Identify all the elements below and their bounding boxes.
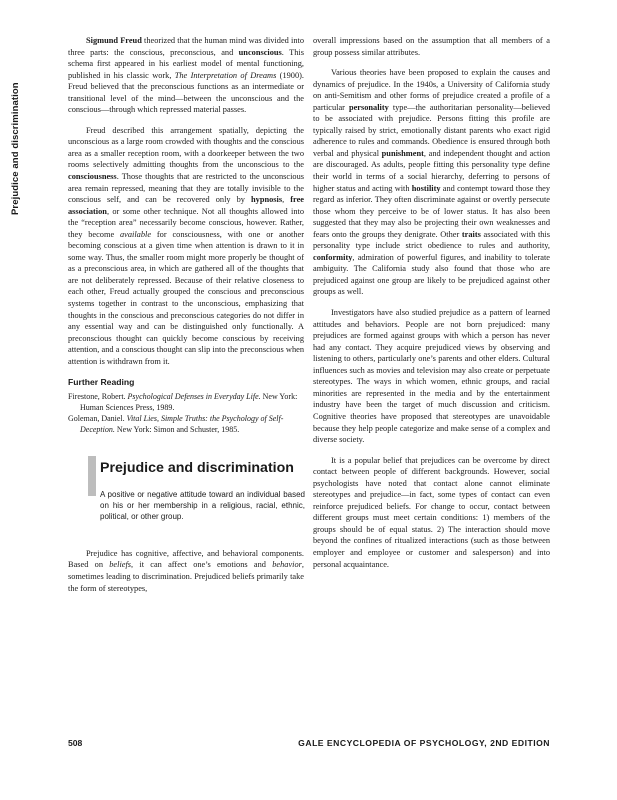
entry-definition: A positive or negative attitude toward an individual based on his or her membership in a religious, racial, ethnic, political, or other group. [100,489,305,521]
term-consciousness[interactable]: consciousness [68,172,117,182]
publication-name: GALE ENCYCLOPEDIA OF PSYCHOLOGY, 2ND EDITION [298,738,550,748]
term-beliefs[interactable]: beliefs [109,560,132,570]
prejudice-paragraph-1: Prejudice has cognitive, affective, and behavioral components. Based on beliefs, it can affect one’s emotions and behavior, sometimes leading to discrimination. Prejudiced beliefs primarily take the form of stereotypes, [68,548,304,593]
entry-title: Prejudice and discrimination [100,459,294,476]
running-head: Prejudice and discrimination [10,82,21,215]
freud-paragraph-1: Sigmund Freud theorized that the human mind was divided into three parts: the conscious, preconscious, and unconscious. This schema first appeared in his earliest model of mental functioning, published in his classic work, The Interpretation of Dreams (1900). Freud believed that the preconscious functions as an intermediate or transitional level of the mind—between the unconscious and the conscious—through which repressed material passes. [68,36,304,115]
further-reading-heading: Further Reading [68,377,135,388]
contact-paragraph: It is a popular belief that prejudices can be overcome by direct contact between people of different backgrounds. However, social psychologists have noted that contact alone cannot eliminate stereotypes and prejudice—in fact, some types of contact can even reinforce prejudiced beliefs. For change to occur, contact between different groups must meet certain conditions: 1) members of the groups should be of equal status. 2) The interaction should move beyond the confines of ritualized interactions (such as those between employer and employee or customer and salesperson) and into personal acquaintance. [313,455,550,569]
term-personality[interactable]: personality [348,102,389,112]
theories-paragraph: Various theories have been proposed to explain the causes and dynamics of prejudice. In the 1940s, a University of California study on anti-Semitism and other forms of prejudice created a profile of a particular personality type—the authoritarian personality—believed to be associated with prejudice. Persons fitting this profile are typically raised by strict, emotionally distant parents who exact rigid adherence to rules and commands. Obedience is ensured through both verbal and physical punishment, and independent thought and action are discouraged. As adults, people fitting this personality type define their world in terms of a social hierarchy, deferring to persons of higher status and acting with hostility and contempt toward those they regard as inferior. They often discriminate against or overtly persecute those whom they perceive to be of lower status. It has also been suggested that they may also be projecting their own weaknesses and fears onto the groups they denigrate. Other traits associated with this personality type include strict obedience to rules and authority, conformity, admiration of powerful figures, and inability to tolerate ambiguity. The California study also found that those who are prejudiced against one group are likely to be prejudiced against other groups as well. [313,68,550,297]
left-column [68,35,304,594]
term-unconscious[interactable]: unconscious [238,47,282,57]
page-number: 508 [68,738,83,748]
term-punishment[interactable]: punishment [381,148,424,158]
term-conformity[interactable]: conformity [313,252,353,262]
right-column [313,35,550,570]
headword-sigmund-freud: Sigmund Freud [86,36,142,45]
term-hostility[interactable]: hostility [411,183,441,193]
entry-marker-bar [88,456,96,496]
reference-firestone: Firestone, Robert. Psychological Defenses in Everyday Life. New York: Human Sciences Press, 1989. [68,391,298,412]
entry-header [68,456,304,534]
term-hypnosis[interactable]: hypnosis [251,195,283,205]
continued-paragraph: overall impressions based on the assumption that all members of a group possess similar attributes. [313,36,550,57]
term-available: available [119,229,152,239]
learned-attitudes-paragraph: Investigators have also studied prejudice as a pattern of learned attitudes and behaviors. People are not born prejudiced: many prejudices are formed against groups with which a person has never had any contact. They acquire prejudiced views by observing and listening to others, particularly one’s parents and other elders. Cultural influences such as movies and television may also create or perpetuate stereotypes. The ways in which women, ethnic groups, and racial minorities are represented in the media and by the entertainment industry have been the target of much discussion and criticism. Cognitive theories have proposed that stereotypes are unavoidable because they help people categorize and make sense of a complex and diverse society. [313,308,550,445]
freud-paragraph-2: Freud described this arrangement spatially, depicting the unconscious as a large room crowded with thoughts and the conscious area as a smaller reception room, with a doorkeeper between the two rooms selectively admitting thoughts from the unconscious to the consciousness. Those thoughts that are restricted to the unconscious area remain repressed, meaning that they are totally invisible to the conscious self, and can be recovered only by hypnosis, free association, or some other technique. Not all thoughts allowed into the “reception area” necessarily become conscious, however. Rather, they become available for consciousness, with one or another becoming conscious at a given time when attention is drawn to it in some way. Thus, the smaller room might more properly be thought of as a preconscious area, in which are gathered all of the thoughts that are not deliberately repressed. Because of their relative closeness to each other, Freud actually grouped the conscious and preconscious systems together in contrast to the unconscious, emphasizing that thoughts in the conscious and preconscious categories do not differ in any essential way and can be distinguished only functionally. A preconscious thought can quickly become conscious by receiving attention, and a conscious thought can slip into the preconscious when attention is withdrawn from it. [68,125,304,366]
term-traits[interactable]: traits [461,229,481,239]
book-title: The Interpretation of Dreams [174,70,277,80]
term-free-association[interactable]: free association [68,195,304,216]
reference-goleman: Goleman, Daniel. Vital Lies, Simple Truths: the Psychology of Self-Deception. New York: Simon and Schuster, 1985. [68,413,284,434]
term-behavior[interactable]: behavior [272,560,302,570]
